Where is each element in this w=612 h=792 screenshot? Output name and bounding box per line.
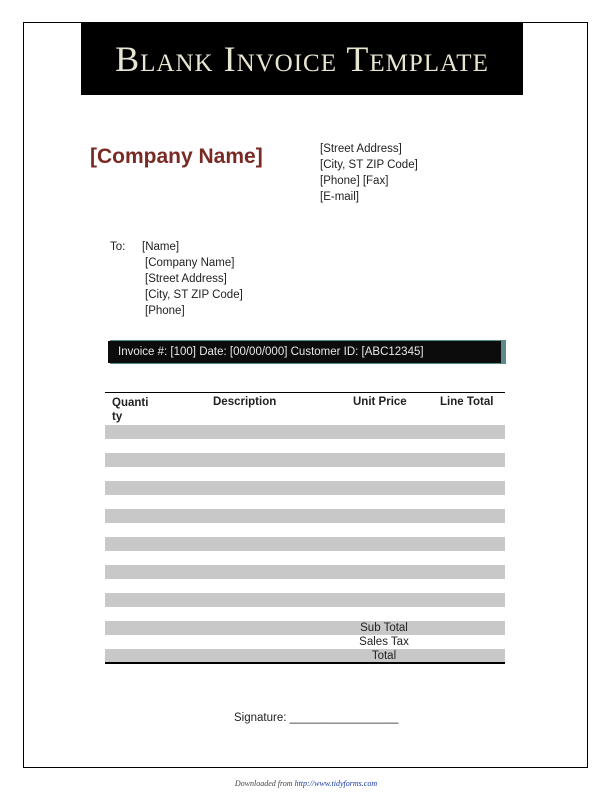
recipient-name: [Name] [142, 241, 180, 253]
footer-prefix: Downloaded from [234, 779, 293, 788]
sender-phone-fax: [Phone] [Fax] [320, 175, 389, 187]
company-name: [Company Name] [90, 145, 263, 168]
title-banner [81, 22, 523, 95]
table-row [105, 551, 505, 565]
total-label: Total [371, 650, 397, 662]
header-unit-price: Unit Price [353, 396, 407, 408]
subtotal-label: Sub Total [360, 622, 408, 634]
table-row [105, 425, 505, 439]
table-bottom-rule [105, 662, 505, 664]
header-quantity: Quanti ty [112, 397, 149, 423]
sales-tax-label: Sales Tax [359, 636, 409, 648]
table-row [105, 593, 505, 607]
to-label: To: [110, 241, 126, 253]
signature-line: Signature: _________________ [234, 712, 399, 724]
table-row [105, 453, 505, 467]
sales-tax-row [105, 635, 505, 649]
table-row [105, 495, 505, 509]
recipient-street: [Street Address] [145, 273, 227, 285]
sender-email: [E-mail] [320, 191, 359, 203]
header-line-total: Line Total [440, 396, 494, 408]
recipient-company: [Company Name] [145, 257, 235, 269]
sender-street: [Street Address] [320, 143, 402, 155]
footer-link[interactable]: http://www.tidyforms.com [294, 779, 378, 788]
subtotal-row [105, 621, 505, 635]
sender-address [320, 141, 418, 205]
header-description: Description [213, 396, 277, 408]
table-header [105, 393, 505, 425]
total-row [105, 649, 505, 663]
table-row [105, 607, 505, 621]
table-row [105, 481, 505, 495]
table-row [105, 467, 505, 481]
invoice-title: Blank Invoice Template [115, 38, 489, 79]
table-row [105, 579, 505, 593]
recipient-address [142, 239, 243, 319]
line-items-table [105, 392, 505, 663]
footer [0, 779, 612, 788]
table-row [105, 523, 505, 537]
table-row [105, 509, 505, 523]
table-row [105, 537, 505, 551]
invoice-info-bar: Invoice #: [100] Date: [00/00/000] Customer ID: [ABC12345] [108, 341, 501, 363]
table-row [105, 439, 505, 453]
recipient-city: [City, ST ZIP Code] [145, 289, 243, 301]
recipient-phone: [Phone] [145, 305, 185, 317]
table-row [105, 565, 505, 579]
sender-city: [City, ST ZIP Code] [320, 159, 418, 171]
